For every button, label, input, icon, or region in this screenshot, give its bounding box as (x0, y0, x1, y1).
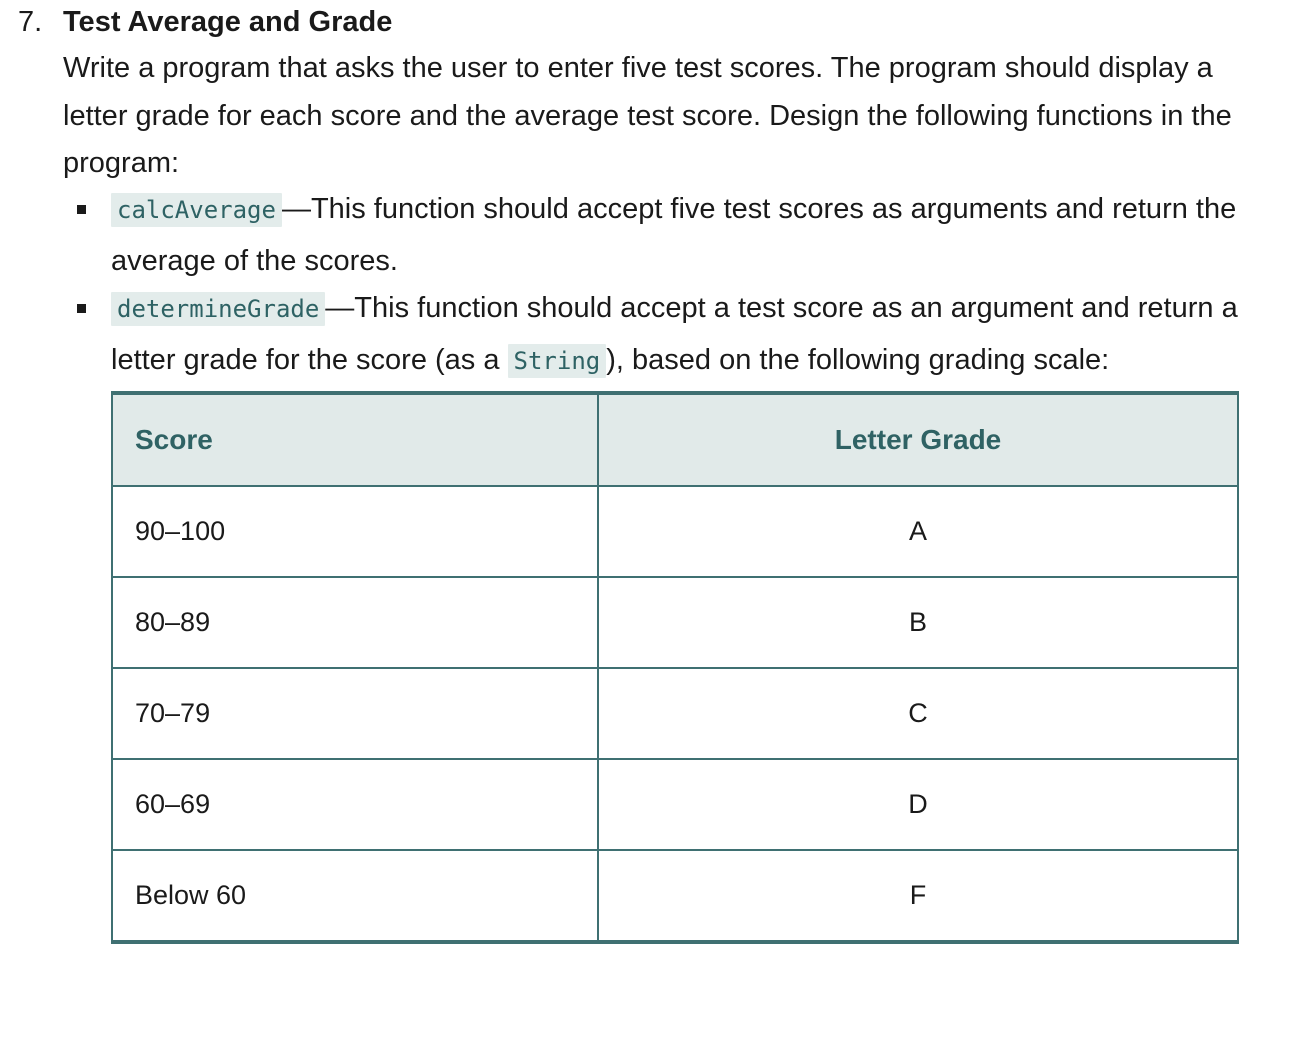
score-cell: 80–89 (112, 577, 598, 668)
list-item-determine-grade (111, 283, 1241, 387)
table-row (112, 577, 1238, 668)
list-item-calc-average (111, 184, 1241, 287)
code-string: String (508, 344, 607, 378)
determine-grade-description-start: —This function should accept a test score as an argument and return a letter grade for the score (as a (111, 291, 1238, 376)
square-bullet-icon (77, 304, 86, 313)
code-determine-grade: determineGrade (111, 292, 325, 326)
score-cell: 60–69 (112, 759, 598, 850)
exercise-number: 7. (18, 6, 43, 38)
code-calc-average: calcAverage (111, 193, 282, 227)
grade-cell: D (598, 759, 1238, 850)
square-bullet-icon (77, 205, 86, 214)
grade-cell: B (598, 577, 1238, 668)
table-row (112, 486, 1238, 577)
table-row (112, 668, 1238, 759)
exercise-intro: Write a program that asks the user to enter five test scores. The program should display a letter grade for each score and the average test score. Design the following functions in the program: (63, 52, 1232, 179)
exercise-title: Test Average and Grade (63, 6, 393, 38)
table-header-row (112, 393, 1238, 486)
grade-cell: C (598, 668, 1238, 759)
header-letter-grade: Letter Grade (598, 393, 1238, 486)
score-cell: 90–100 (112, 486, 598, 577)
calc-average-description: —This function should accept five test scores as arguments and return the average of the scores. (111, 192, 1237, 277)
grade-cell: A (598, 486, 1238, 577)
grading-scale-table (111, 391, 1239, 944)
table-row (112, 850, 1238, 942)
table-row (112, 759, 1238, 850)
score-cell: 70–79 (112, 668, 598, 759)
header-score: Score (112, 393, 598, 486)
function-list (63, 184, 1309, 387)
grade-cell: F (598, 850, 1238, 942)
score-cell: Below 60 (112, 850, 598, 942)
determine-grade-description-end: ), based on the following grading scale: (606, 343, 1110, 376)
